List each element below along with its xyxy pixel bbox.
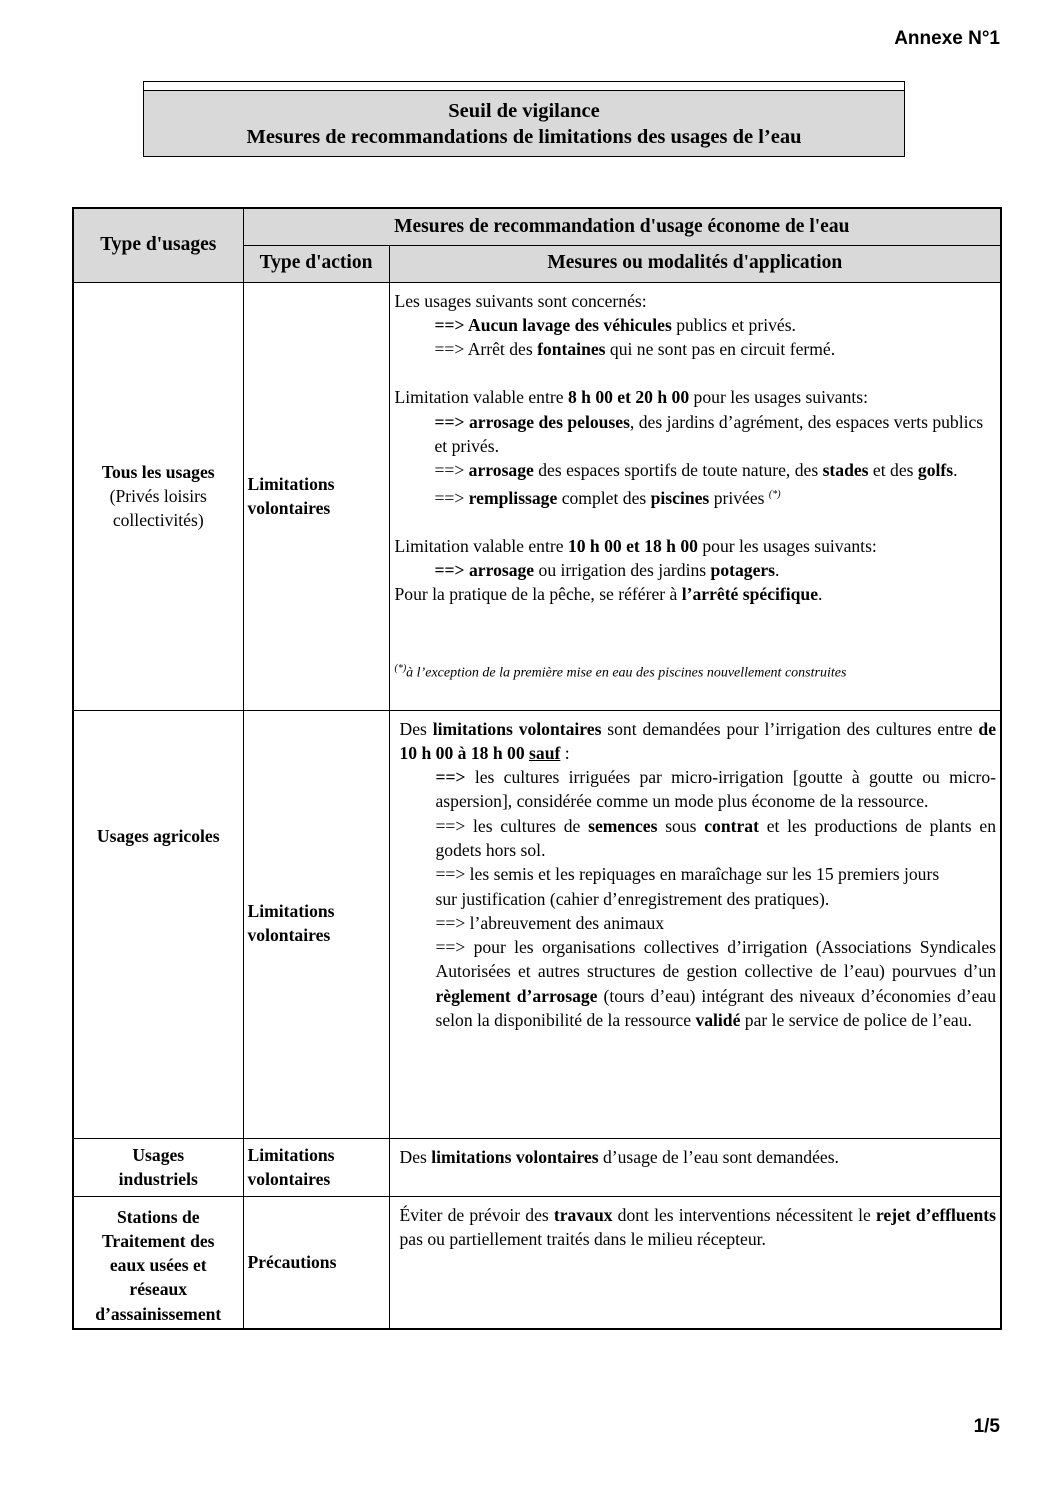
- table-header-row-1: [73, 208, 1001, 245]
- title-line-1: Seuil de vigilance: [448, 100, 600, 122]
- table-row: [73, 710, 1001, 1138]
- annexe-label: Annexe N°1: [894, 28, 1000, 49]
- measures-cell: Des limitations volontaires d’usage de l’eau sont demandées.: [389, 1138, 1001, 1196]
- header-type-usages: Type d'usages: [73, 208, 243, 282]
- header-modalites: Mesures ou modalités d'application: [389, 245, 1001, 282]
- action-label: Limitations volontaires: [247, 900, 335, 945]
- title-box: [143, 90, 905, 157]
- page-number: 1/5: [973, 1416, 1000, 1437]
- action-cell: [243, 1138, 389, 1196]
- measure-line: ==> les cultures de semences sous contrat et les productions de plants en godets hors sol.: [435, 815, 996, 860]
- intro-text: Les usages suivants sont concernés:: [394, 290, 647, 311]
- measure-line: ==> l’abreuvement des animaux: [435, 912, 665, 933]
- usage-cell-tous: [73, 282, 243, 710]
- measure-line: ==> arrosage des pelouses, des jardins d’agrément, des espaces verts publics et privés.: [434, 411, 984, 456]
- table-row: [73, 1138, 1001, 1196]
- usage-label: Stations de Traitement des eaux usées et réseaux d’assainissement: [95, 1206, 222, 1324]
- action-label: Limitations volontaires: [247, 473, 335, 518]
- header-mesures-title: Mesures de recommandation d'usage économe de l'eau: [243, 208, 1001, 245]
- measure-line: ==> arrosage des espaces sportifs de toute nature, des stades et des golfs.: [434, 460, 958, 481]
- measure-line: ==> les cultures irriguées par micro-irrigation [goutte à goutte ou micro-aspersion], considérée comme un mode plus économe de la ressource.: [435, 767, 997, 812]
- header-type-action: Type d'action: [243, 245, 389, 282]
- measures-cell: [389, 1196, 1001, 1329]
- peche-line: Pour la pratique de la pêche, se référer à l’arrêté spécifique.: [394, 584, 823, 605]
- measure-paragraph: Éviter de prévoir des travaux dont les interventions nécessitent le rejet d’effluents pas ou partiellement traités dans le milieu récepteur.: [399, 1204, 997, 1249]
- measure-line: ==> les semis et les repiquages en maraîchage sur les 15 premiers jours sur justification (cahier d’enregistrement des pratiques).: [435, 864, 940, 909]
- limitation-line: Limitation valable entre 10 h 00 et 18 h 00 pour les usages suivants:: [394, 535, 877, 556]
- action-cell: [243, 710, 389, 1138]
- usage-label: Usages agricoles: [96, 826, 220, 846]
- action-cell: [243, 1196, 389, 1329]
- action-cell: [243, 282, 389, 710]
- measure-line: ==> remplissage complet des piscines privées (*): [434, 487, 781, 508]
- measure-line: ==> Aucun lavage des véhicules publics et privés.: [434, 314, 796, 335]
- measure-line: ==> Arrêt des fontaines qui ne sont pas en circuit fermé.: [434, 339, 836, 360]
- limitation-line: Limitation valable entre 8 h 00 et 20 h 00 pour les usages suivants:: [394, 387, 869, 408]
- usage-detail: collectivités): [112, 510, 204, 531]
- title-line-2: Mesures de recommandations de limitations des usages de l’eau: [246, 126, 802, 148]
- measures-cell: [389, 282, 1001, 710]
- measure-line: ==> arrosage ou irrigation des jardins potagers.: [434, 560, 780, 581]
- measure-paragraph: Des limitations volontaires sont demandées pour l’irrigation des cultures entre de 10 h 00 à 18 h 00 sauf :: [399, 718, 997, 763]
- usage-detail: (Privés loisirs: [109, 485, 207, 506]
- table-row: [73, 1196, 1001, 1329]
- usage-label: Usages industriels: [118, 1144, 198, 1189]
- measures-table: [72, 207, 1002, 1330]
- action-label: Limitations volontaires: [247, 1144, 335, 1189]
- action-label: Précautions: [247, 1252, 337, 1273]
- measures-cell: [389, 710, 1001, 1138]
- footnote: (*)à l’exception de la première mise en eau des piscines nouvellement construites: [394, 662, 847, 681]
- measure-line: ==> pour les organisations collectives d’irrigation (Associations Syndicales Autorisées et autres structures de gestion collective de l’eau) pourvues d’un règlement d’arrosage (tours d’eau) intégrant des niveaux d’économies d’eau selon la disponibilité de la ressource validé par le service de police de l’eau.: [435, 937, 997, 1031]
- usage-cell-industriels: [73, 1138, 243, 1196]
- usage-cell-stations: [73, 1196, 243, 1329]
- usage-cell-agricoles: [73, 710, 243, 1138]
- table-row: [73, 282, 1001, 710]
- usage-label: Tous les usages: [101, 461, 215, 482]
